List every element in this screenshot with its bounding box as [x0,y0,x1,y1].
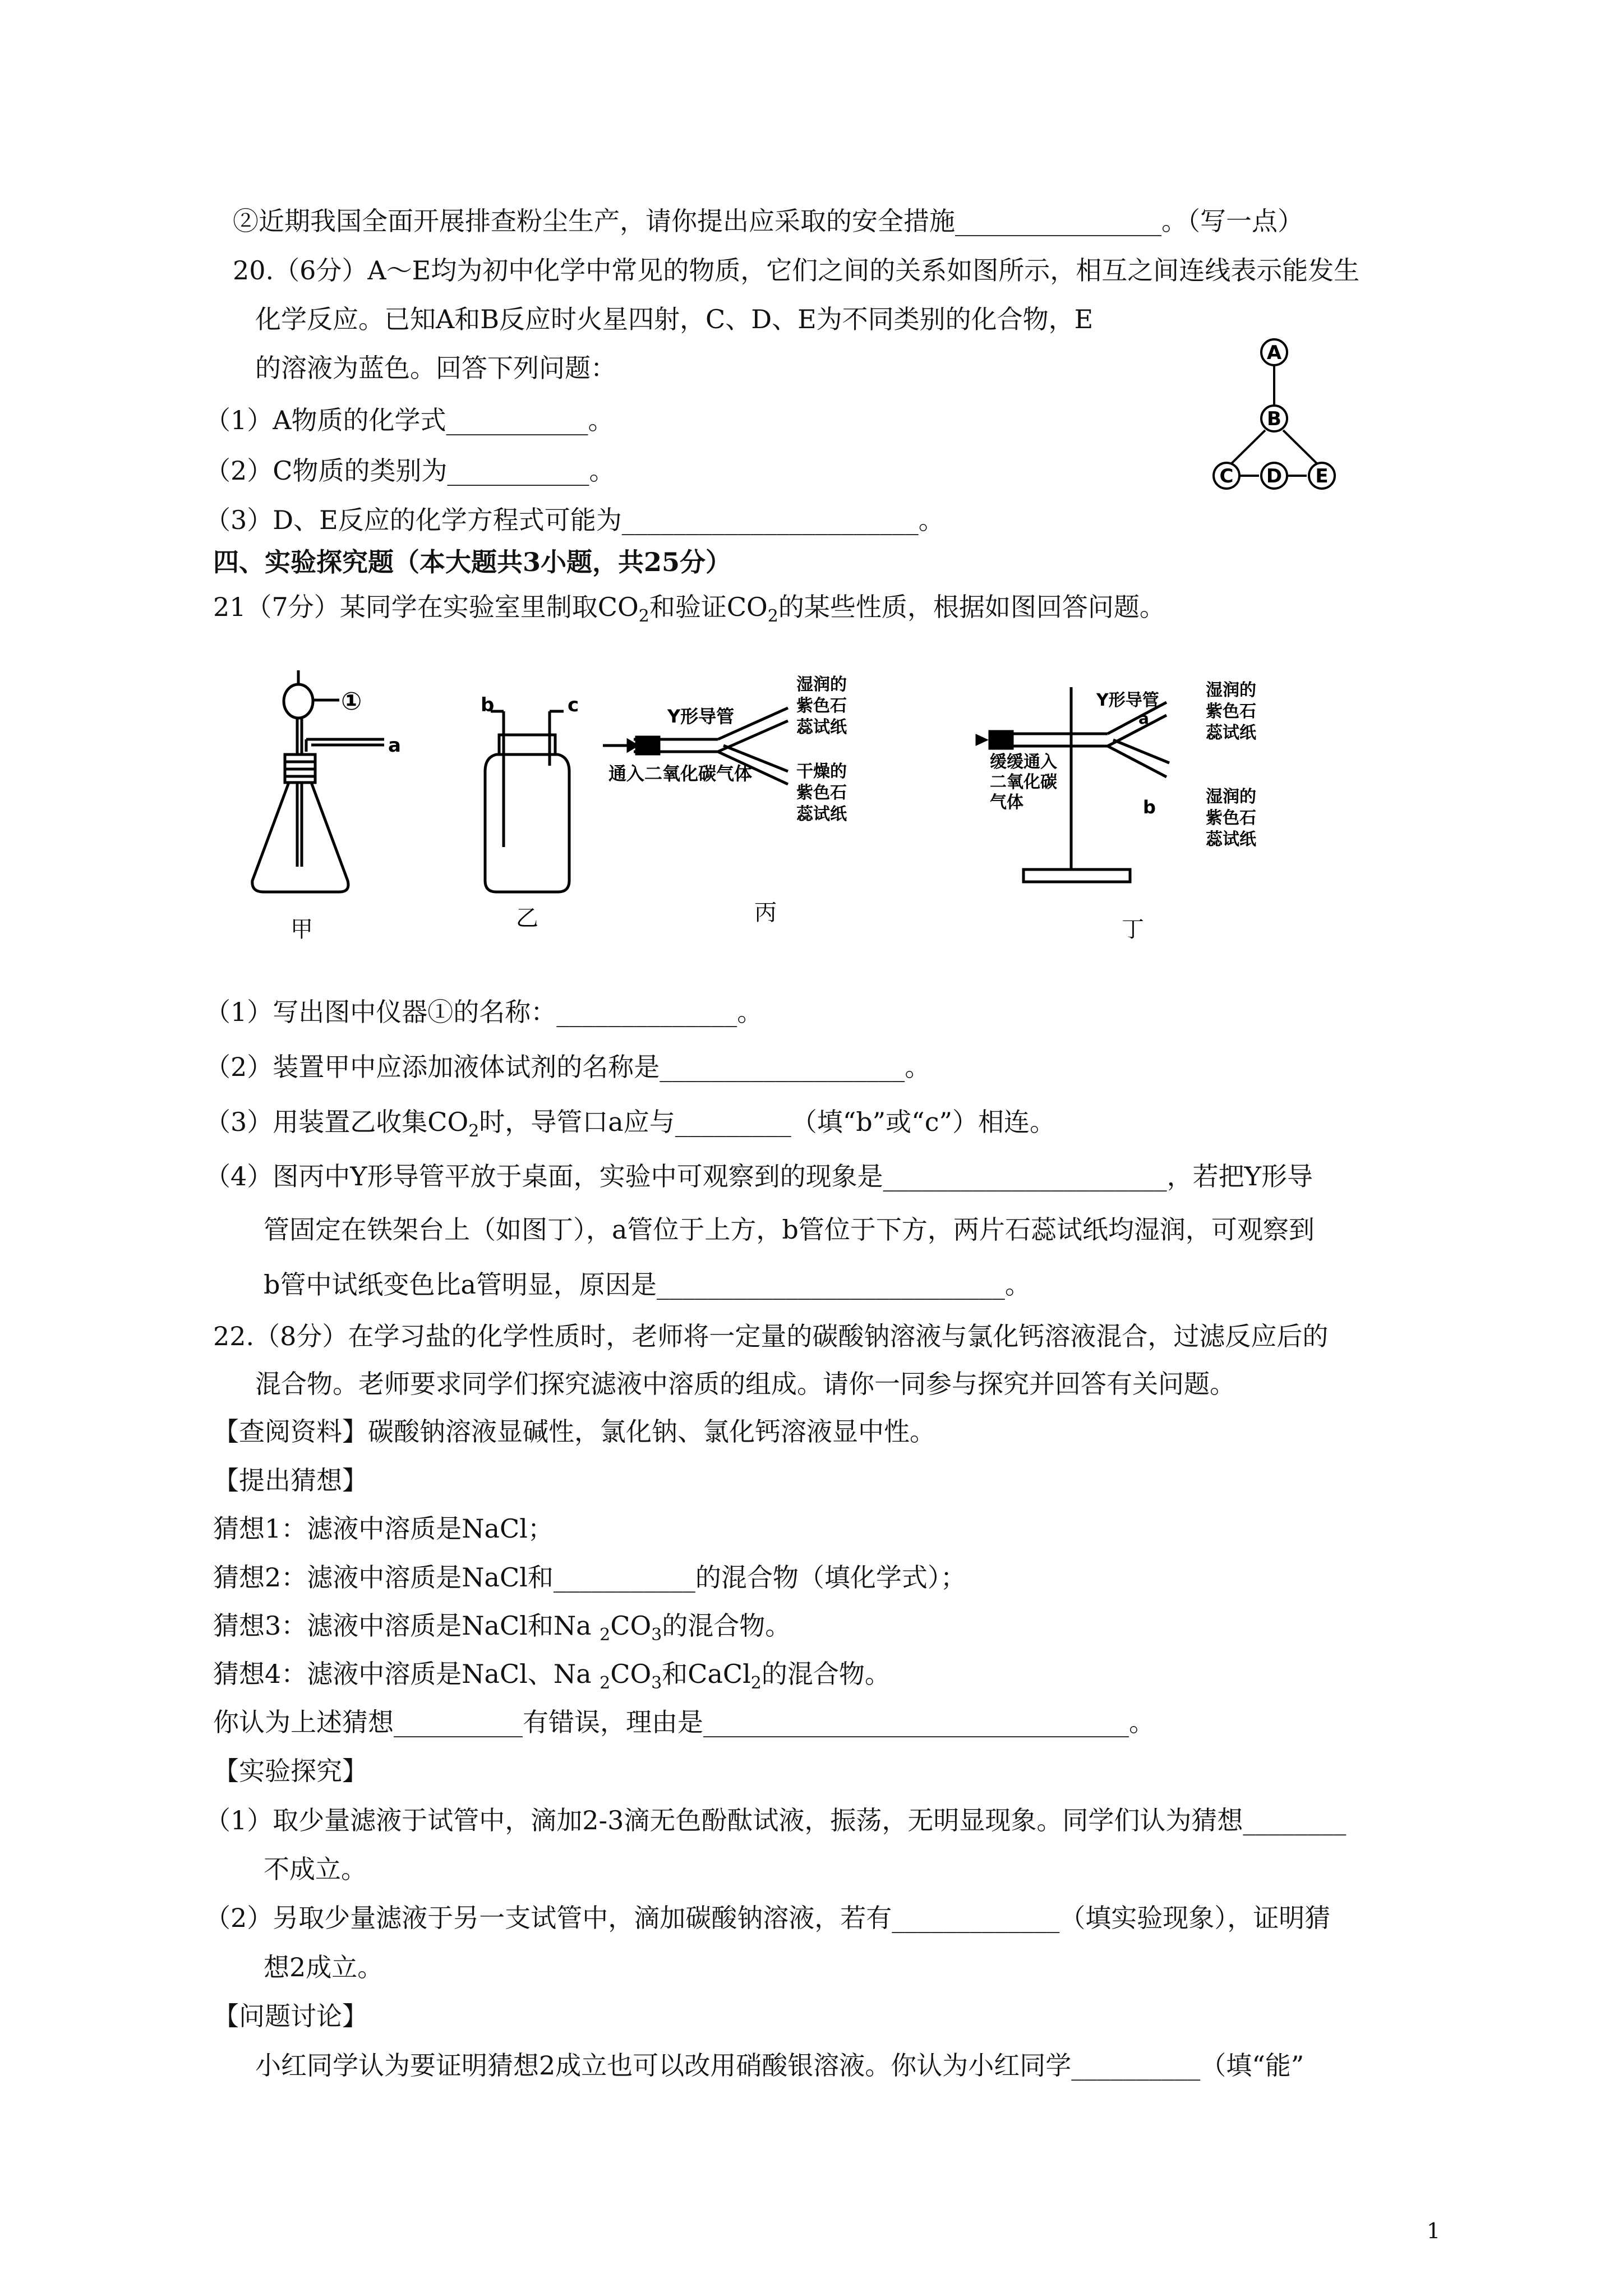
text-line: 【实验探究】 [213,1756,368,1786]
caption-ding: 丁 [1122,917,1144,942]
text-line: （4）图丙中Y形导管平放于桌面，实验中可观察到的现象是______________________，若把Y形导 [205,1161,1313,1191]
text-line: （1）A物质的化学式___________。 [205,405,614,435]
text-line: 猜想2：滤液中溶质是NaCl和___________的混合物（填化学式）； [213,1562,966,1593]
ding-label-a: a [1138,709,1149,728]
ding-wet-paper: 紫色石 [1206,808,1256,828]
text-line: 管固定在铁架台上（如图丁），a管位于上方，b管位于下方，两片石蕊试纸均湿润，可观察到 [264,1214,1315,1245]
ding-gas: 二氧化碳 [990,772,1057,792]
text-segment: CO [610,1659,652,1689]
apparatus-yi [485,711,569,892]
text-line: 你认为上述猜想__________有错误，理由是_________________________________。 [213,1707,1155,1737]
text-segment: 的混合物。 [761,1659,891,1689]
text-line: 想2成立。 [264,1952,384,1982]
bing-dry-paper: 紫色石 [796,783,847,803]
text-line: 小红同学认为要证明猜想2成立也可以改用硝酸银溶液。你认为小红同学__________（填“能” [255,2050,1304,2081]
text-line: 化学反应。已知A和B反应时火星四射，C、D、E为不同类别的化合物，E [255,304,1094,334]
subscript: 2 [468,1121,479,1141]
subscript: 2 [750,1673,762,1693]
text-line [213,1608,791,1644]
subscript: 3 [651,1625,662,1645]
text-line: （2）C物质的类别为___________。 [205,455,615,486]
bing-wet-paper: 蕊试纸 [796,717,847,737]
text-line: （1）取少量滤液于试管中，滴加2-3滴无色酚酞试液，振荡，无明显现象。同学们认为猜想________ [205,1805,1347,1835]
text-line [205,1104,1055,1140]
text-line: （3）D、E反应的化学方程式可能为_______________________。 [205,505,944,535]
caption-bing: 丙 [754,900,777,926]
ding-gas: 气体 [990,793,1023,812]
node-label: E [1315,465,1329,487]
subscript: 2 [600,1625,611,1645]
text-line: 混合物。老师要求同学们探究滤液中溶质的组成。请你一同参与探究并回答有关问题。 [255,1369,1235,1399]
text-segment: 猜想3：滤液中溶质是NaCl和Na [213,1611,600,1641]
text-line: 猜想1：滤液中溶质是NaCl； [213,1513,554,1544]
bing-gas-in: 通入二氧化碳气体 [608,763,753,784]
text-line: b管中试纸变色比a管明显，原因是___________________________。 [264,1269,1031,1300]
text-segment: 21（7分）某同学在实验室里制取CO [213,592,639,622]
text-segment: 的混合物。 [662,1611,791,1641]
question-22: 22.（8分）在学习盐的化学性质时，老师将一定量的碳酸钠溶液与氯化钙溶液混合，过滤反应后的 [213,1321,1329,1351]
node-label: B [1267,408,1281,430]
apparatus-figure [236,668,1301,982]
text-line: 【查阅资料】碳酸钠溶液显碱性，氯化钠、氯化钙溶液显中性。 [213,1416,935,1447]
subscript: 2 [638,606,649,626]
text-segment: （3）用装置乙收集CO [205,1107,469,1137]
label-c: c [568,694,579,716]
ding-wet-paper: 蕊试纸 [1206,723,1256,743]
text-line: 【提出猜想】 [213,1465,368,1496]
ding-wet-paper: 蕊试纸 [1206,830,1256,849]
text-line: 【问题讨论】 [213,2001,368,2031]
subscript: 2 [767,606,778,626]
text-segment: 猜想4：滤液中溶质是NaCl、Na [213,1659,600,1689]
text-line: （2）装置甲中应添加液体试剂的名称是___________________。 [205,1052,931,1082]
node-label: D [1266,465,1283,487]
bing-y-tube: Y形导管 [667,706,735,727]
bing-wet-paper: 紫色石 [796,696,847,716]
ding-label-b: b [1143,797,1156,818]
text-line [213,1656,891,1692]
text-line: （2）另取少量滤液于另一支试管中，滴加碳酸钠溶液，若有_____________（填实验现象），证明猜 [205,1903,1331,1933]
section-heading: 四、实验探究题（本大题共3小题，共25分） [213,547,732,577]
label-circle1: ① [341,687,362,716]
text-line: 的溶液为蓝色。回答下列问题： [255,353,616,383]
text-segment: 的某些性质，根据如图回答问题。 [778,592,1165,622]
page-number: 1 [1427,2219,1441,2243]
ding-wet-paper: 湿润的 [1206,787,1256,807]
node-label: C [1219,465,1234,487]
text-line: ②近期我国全面开展排查粉尘生产，请你提出应采取的安全措施________________。（写一点） [233,206,1303,236]
text-segment: 和CaCl [662,1659,751,1689]
subscript: 2 [600,1673,611,1693]
abc-relation-diagram [1189,337,1374,499]
question-20: 20.（6分）A～E均为初中化学中常见的物质，它们之间的关系如图所示，相互之间连线表示能发生 [233,255,1360,286]
text-segment: 和验证CO [649,592,768,622]
text-line: 不成立。 [264,1854,367,1884]
ding-gas: 缓缓通入 [990,752,1057,772]
label-a: a [388,734,401,757]
node-label: A [1266,342,1282,364]
subscript: 3 [651,1673,662,1693]
bing-dry-paper: 干燥的 [796,762,847,781]
question-21 [213,589,1165,625]
ding-y-tube: Y形导管 [1096,691,1159,710]
apparatus-jia [252,670,384,892]
bing-wet-paper: 湿润的 [796,675,847,694]
ding-wet-paper: 紫色石 [1206,702,1256,721]
text-line: （1）写出图中仪器①的名称：______________。 [205,997,763,1027]
caption-yi: 乙 [516,905,538,931]
text-segment: 时，导管口a应与_________（填“b”或“c”）相连。 [479,1107,1055,1137]
bing-dry-paper: 蕊试纸 [796,804,847,824]
text-segment: CO [610,1611,652,1641]
label-b: b [481,694,495,716]
caption-jia: 甲 [291,917,313,942]
ding-wet-paper: 湿润的 [1206,680,1256,700]
